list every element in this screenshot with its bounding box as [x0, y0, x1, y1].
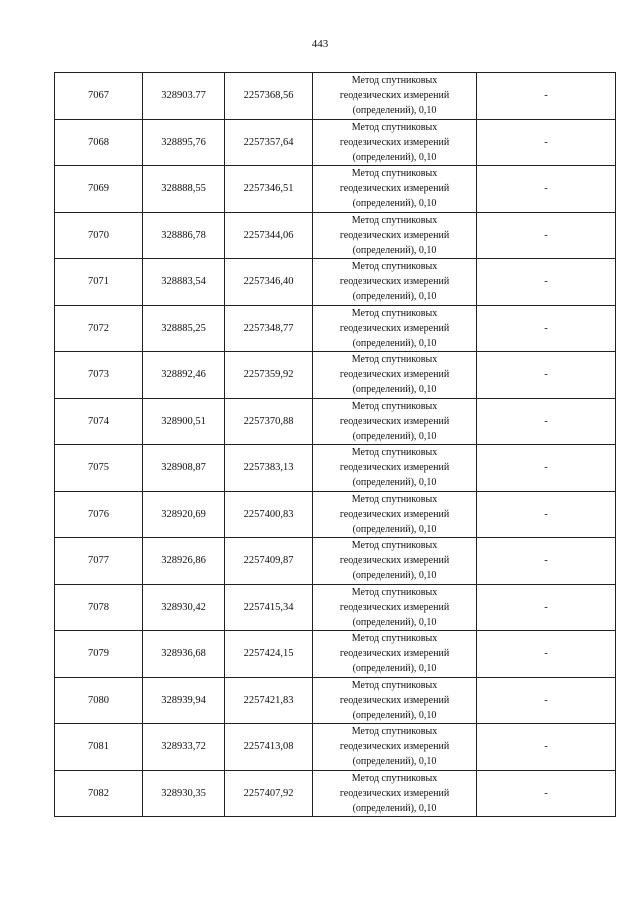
method-line: (определений), 0,10 — [352, 105, 437, 117]
method-line: геодезических измерений — [339, 741, 450, 753]
method-line: Метод спутниковых — [351, 354, 438, 366]
method-line: Метод спутниковых — [351, 447, 438, 459]
x-coordinate-cell: 328885,25 — [143, 305, 225, 352]
table-row — [55, 631, 616, 678]
point-number-cell: 7074 — [55, 398, 143, 445]
method-cell — [313, 770, 477, 817]
y-coordinate-cell: 2257370,88 — [225, 398, 313, 445]
point-number-cell: 7067 — [55, 73, 143, 120]
method-line: (определений), 0,10 — [352, 709, 437, 721]
method-line: геодезических измерений — [339, 136, 450, 148]
method-cell — [313, 631, 477, 678]
table-row — [55, 352, 616, 399]
method-line: (определений), 0,10 — [352, 198, 437, 210]
y-coordinate-cell: 2257346,40 — [225, 259, 313, 306]
point-number-cell: 7078 — [55, 584, 143, 631]
method-line: геодезических измерений — [339, 787, 450, 799]
method-line: (определений), 0,10 — [352, 570, 437, 582]
table-row — [55, 259, 616, 306]
method-cell — [313, 352, 477, 399]
method-line: геодезических измерений — [339, 555, 450, 567]
method-line: Метод спутниковых — [351, 400, 438, 412]
note-cell: - — [477, 166, 616, 213]
method-line: геодезических измерений — [339, 694, 450, 706]
y-coordinate-cell: 2257415,34 — [225, 584, 313, 631]
point-number-cell: 7076 — [55, 491, 143, 538]
note-cell: - — [477, 445, 616, 492]
table-row — [55, 398, 616, 445]
point-number-cell: 7077 — [55, 538, 143, 585]
x-coordinate-cell: 328892,46 — [143, 352, 225, 399]
point-number-cell: 7082 — [55, 770, 143, 817]
method-cell — [313, 445, 477, 492]
method-line: (определений), 0,10 — [352, 802, 437, 814]
y-coordinate-cell: 2257344,06 — [225, 212, 313, 259]
x-coordinate-cell: 328908,87 — [143, 445, 225, 492]
page-number: 443 — [311, 38, 329, 50]
method-line: Метод спутниковых — [351, 633, 438, 645]
method-line: Метод спутниковых — [351, 261, 438, 273]
method-line: Метод спутниковых — [351, 493, 438, 505]
point-number-cell: 7068 — [55, 119, 143, 166]
y-coordinate-cell: 2257357,64 — [225, 119, 313, 166]
method-line: Метод спутниковых — [351, 772, 438, 784]
method-line: (определений), 0,10 — [352, 151, 437, 163]
table-row — [55, 119, 616, 166]
table-row — [55, 724, 616, 771]
x-coordinate-cell: 328926,86 — [143, 538, 225, 585]
table-row — [55, 491, 616, 538]
x-coordinate-cell: 328883,54 — [143, 259, 225, 306]
x-coordinate-cell: 328920,69 — [143, 491, 225, 538]
method-cell — [313, 166, 477, 213]
method-line: (определений), 0,10 — [352, 291, 437, 303]
method-line: (определений), 0,10 — [352, 384, 437, 396]
x-coordinate-cell: 328903.77 — [143, 73, 225, 120]
note-cell: - — [477, 584, 616, 631]
method-line: Метод спутниковых — [351, 586, 438, 598]
note-cell: - — [477, 491, 616, 538]
method-cell — [313, 584, 477, 631]
method-cell — [313, 398, 477, 445]
method-line: Метод спутниковых — [351, 75, 438, 87]
x-coordinate-cell: 328930,42 — [143, 584, 225, 631]
method-line: (определений), 0,10 — [352, 663, 437, 675]
table-row — [55, 73, 616, 120]
point-number-cell: 7073 — [55, 352, 143, 399]
method-line: геодезических измерений — [339, 462, 450, 474]
table-row — [55, 212, 616, 259]
table-body — [55, 73, 616, 817]
point-number-cell: 7070 — [55, 212, 143, 259]
method-line: Метод спутниковых — [351, 121, 438, 133]
method-cell — [313, 538, 477, 585]
point-number-cell: 7071 — [55, 259, 143, 306]
y-coordinate-cell: 2257424,15 — [225, 631, 313, 678]
method-line: геодезических измерений — [339, 322, 450, 334]
note-cell: - — [477, 538, 616, 585]
point-number-cell: 7080 — [55, 677, 143, 724]
method-line: (определений), 0,10 — [352, 756, 437, 768]
y-coordinate-cell: 2257421,83 — [225, 677, 313, 724]
point-number-cell: 7069 — [55, 166, 143, 213]
table-row — [55, 166, 616, 213]
note-cell: - — [477, 259, 616, 306]
method-cell — [313, 724, 477, 771]
method-cell — [313, 491, 477, 538]
y-coordinate-cell: 2257346,51 — [225, 166, 313, 213]
y-coordinate-cell: 2257368,56 — [225, 73, 313, 120]
y-coordinate-cell: 2257348,77 — [225, 305, 313, 352]
note-cell: - — [477, 305, 616, 352]
method-line: Метод спутниковых — [351, 726, 438, 738]
method-cell — [313, 212, 477, 259]
method-line: геодезических измерений — [339, 508, 450, 520]
note-cell: - — [477, 677, 616, 724]
method-line: (определений), 0,10 — [352, 616, 437, 628]
method-line: Метод спутниковых — [351, 540, 438, 552]
y-coordinate-cell: 2257400,83 — [225, 491, 313, 538]
method-line: (определений), 0,10 — [352, 337, 437, 349]
note-cell: - — [477, 352, 616, 399]
method-line: геодезических измерений — [339, 601, 450, 613]
method-line: Метод спутниковых — [351, 679, 438, 691]
coordinates-table — [54, 72, 616, 817]
table-row — [55, 445, 616, 492]
method-line: геодезических измерений — [339, 648, 450, 660]
method-line: Метод спутниковых — [351, 168, 438, 180]
method-line: (определений), 0,10 — [352, 477, 437, 489]
table-row — [55, 584, 616, 631]
table-row — [55, 677, 616, 724]
table-row — [55, 538, 616, 585]
x-coordinate-cell: 328936,68 — [143, 631, 225, 678]
note-cell: - — [477, 212, 616, 259]
point-number-cell: 7081 — [55, 724, 143, 771]
note-cell: - — [477, 119, 616, 166]
method-line: геодезических измерений — [339, 276, 450, 288]
method-cell — [313, 677, 477, 724]
method-line: геодезических измерений — [339, 183, 450, 195]
method-line: геодезических измерений — [339, 415, 450, 427]
method-cell — [313, 119, 477, 166]
x-coordinate-cell: 328933,72 — [143, 724, 225, 771]
method-cell — [313, 73, 477, 120]
y-coordinate-cell: 2257407,92 — [225, 770, 313, 817]
x-coordinate-cell: 328895,76 — [143, 119, 225, 166]
table-row — [55, 305, 616, 352]
x-coordinate-cell: 328888,55 — [143, 166, 225, 213]
method-line: геодезических измерений — [339, 229, 450, 241]
y-coordinate-cell: 2257409,87 — [225, 538, 313, 585]
note-cell: - — [477, 398, 616, 445]
x-coordinate-cell: 328930,35 — [143, 770, 225, 817]
method-line: Метод спутниковых — [351, 307, 438, 319]
method-line: (определений), 0,10 — [352, 523, 437, 535]
method-line: Метод спутниковых — [351, 214, 438, 226]
method-line: (определений), 0,10 — [352, 244, 437, 256]
note-cell: - — [477, 631, 616, 678]
method-line: (определений), 0,10 — [352, 430, 437, 442]
method-cell — [313, 305, 477, 352]
point-number-cell: 7079 — [55, 631, 143, 678]
x-coordinate-cell: 328939,94 — [143, 677, 225, 724]
method-line: геодезических измерений — [339, 90, 450, 102]
point-number-cell: 7072 — [55, 305, 143, 352]
method-line: геодезических измерений — [339, 369, 450, 381]
table-row — [55, 770, 616, 817]
note-cell: - — [477, 770, 616, 817]
x-coordinate-cell: 328886,78 — [143, 212, 225, 259]
x-coordinate-cell: 328900,51 — [143, 398, 225, 445]
note-cell: - — [477, 73, 616, 120]
y-coordinate-cell: 2257359,92 — [225, 352, 313, 399]
y-coordinate-cell: 2257383,13 — [225, 445, 313, 492]
point-number-cell: 7075 — [55, 445, 143, 492]
method-cell — [313, 259, 477, 306]
note-cell: - — [477, 724, 616, 771]
y-coordinate-cell: 2257413,08 — [225, 724, 313, 771]
